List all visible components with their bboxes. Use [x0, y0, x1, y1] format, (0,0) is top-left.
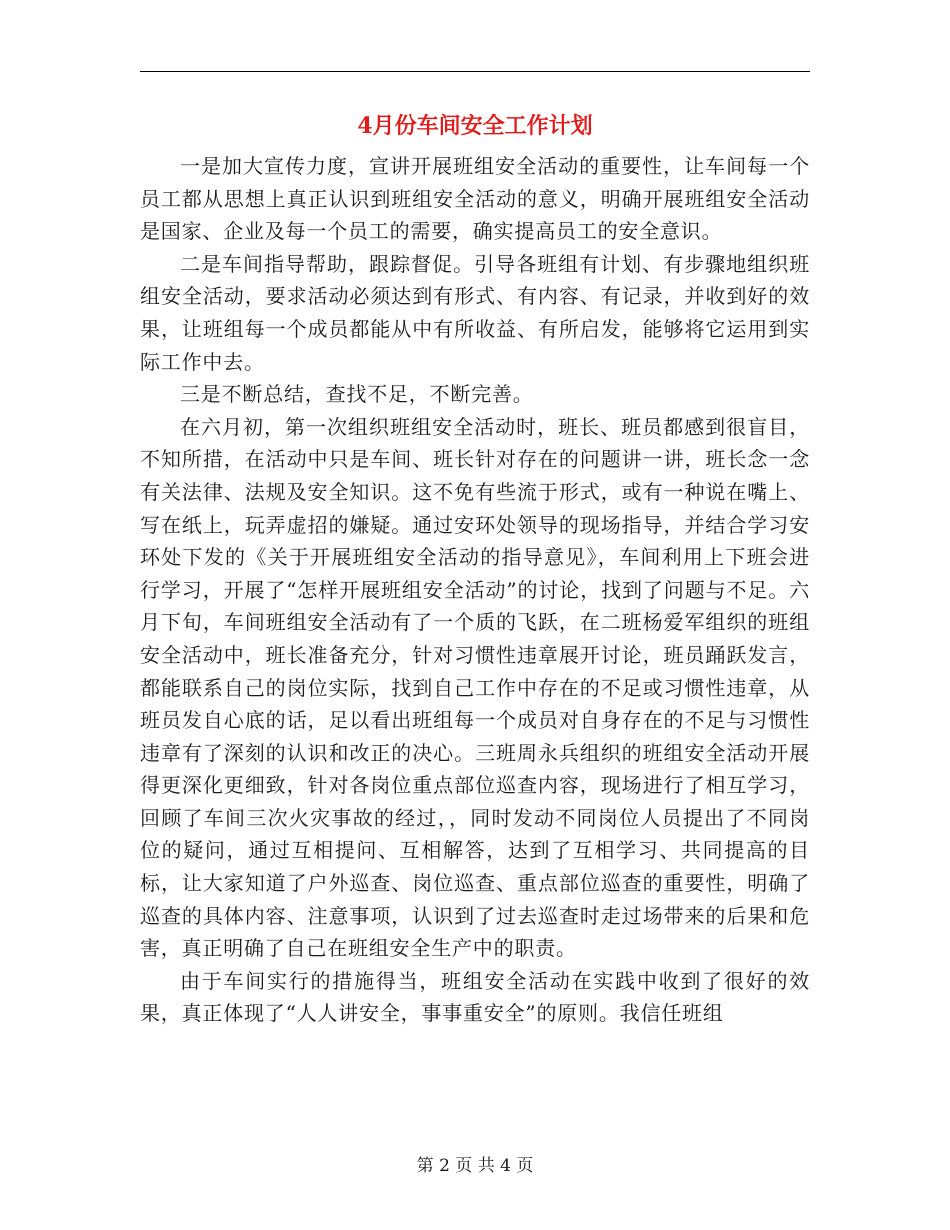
paragraph-3: 三是不断总结，查找不足，不断完善。: [180, 382, 534, 407]
paragraph-2: 二是车间指导帮助，跟踪督促。引导各班组有计划、有步骤地组织班组安全活动，要求活动必须达到有形式、有内容、有记录，并收到好的效果，让班组每一个成员都能从中有所收益、有所启发，能够将它运用到实际工作中去。: [140, 251, 810, 374]
paragraph-4: 在六月初，第一次组织班组安全活动时，班长、班员都感到很盲目，不知所措，在活动中只是车间、班长针对存在的问题讲一讲，班长念一念有关法律、法规及安全知识。这不免有些流于形式，或有一种说在嘴上、写在纸上，玩弄虚招的嫌疑。通过安环处领导的现场指导，并结合学习安环处下发的《关于开展班组安全活动的指导意见》，车间利用上下班会进行学习，开展了“怎样开展班组安全活动”的讨论，找到了问题与不足。六月下旬，车间班组安全活动有了一个质的飞跃，在二班杨爱军组织的班组安全活动中，班长准备充分，针对习惯性违章展开讨论，班员踊跃发言，都能联系自己的岗位实际，找到自己工作中存在的不足或习惯性违章，从班员发自心底的话，足以看出班组每一个成员对自身存在的不足与习惯性违章有了深刻的认识和改正的决心。三班周永兵组织的班组安全活动开展得更深化更细致，针对各岗位重点部位巡查内容，现场进行了相互学习，回顾了车间三次火灾事故的经过，，同时发动不同岗位人员提出了不同岗位的疑问，通过互相提问、互相解答，达到了互相学习、共同提高的目标，让大家知道了户外巡查、岗位巡查、重点部位巡查的重要性，明确了巡查的具体内容、注意事项，认识到了过去巡查时走过场带来的后果和危害，真正明确了自己在班组安全生产中的职责。: [140, 414, 810, 961]
page-footer: 第 2 页 共 4 页: [416, 1156, 534, 1176]
document-title: 4月份车间安全工作计划: [357, 113, 593, 139]
paragraph-1: 一是加大宣传力度，宣讲开展班组安全活动的重要性，让车间每一个员工都从思想上真正认识到班组安全活动的意义，明确开展班组安全活动是国家、企业及每一个员工的需要，确实提高员工的安全意识。: [140, 154, 810, 244]
paragraph-5: 由于车间实行的措施得当，班组安全活动在实践中收到了很好的效果，真正体现了“人人讲安全，事事重安全”的原则。我信任班组: [140, 968, 810, 1026]
header-rule: [140, 71, 810, 72]
document-body: [140, 150, 810, 1030]
